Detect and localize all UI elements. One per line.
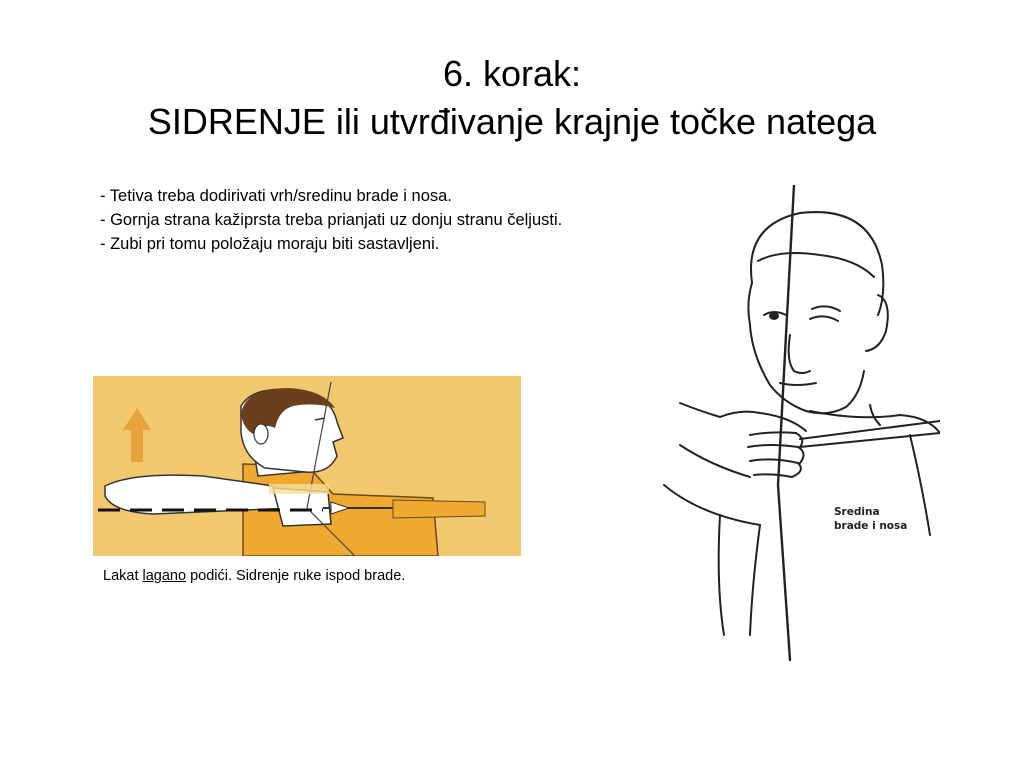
- figure-right-label: [834, 505, 907, 533]
- figure-caption: [103, 568, 405, 584]
- figure-right-label-line2: brade i nosa: [834, 520, 908, 532]
- instruction-item: - Gornja strana kažiprsta treba prianjati uz donju stranu čeljusti.: [100, 211, 563, 229]
- slide-title-line1: 6. korak:: [442, 53, 582, 94]
- slide-title-line2: SIDRENJE ili utvrđivanje krajnje točke natega: [147, 101, 877, 142]
- slide-title: [0, 50, 1024, 146]
- caption-text-before: Lakat: [103, 568, 143, 584]
- instruction-item: - Zubi pri tomu položaju moraju biti sastavljeni.: [100, 235, 440, 253]
- archer-front-view-sketch: [660, 185, 940, 665]
- caption-text-after: podići. Sidrenje ruke ispod brade.: [186, 568, 406, 584]
- instruction-list: [100, 184, 600, 256]
- instruction-item: - Tetiva treba dodirivati vrh/sredinu brade i nosa.: [100, 187, 452, 205]
- caption-underlined-word: lagano: [142, 568, 187, 584]
- figure-right-label-line1: Sredina: [834, 506, 880, 518]
- up-arrow-icon: [123, 408, 151, 462]
- archer-side-view-illustration: [93, 376, 521, 556]
